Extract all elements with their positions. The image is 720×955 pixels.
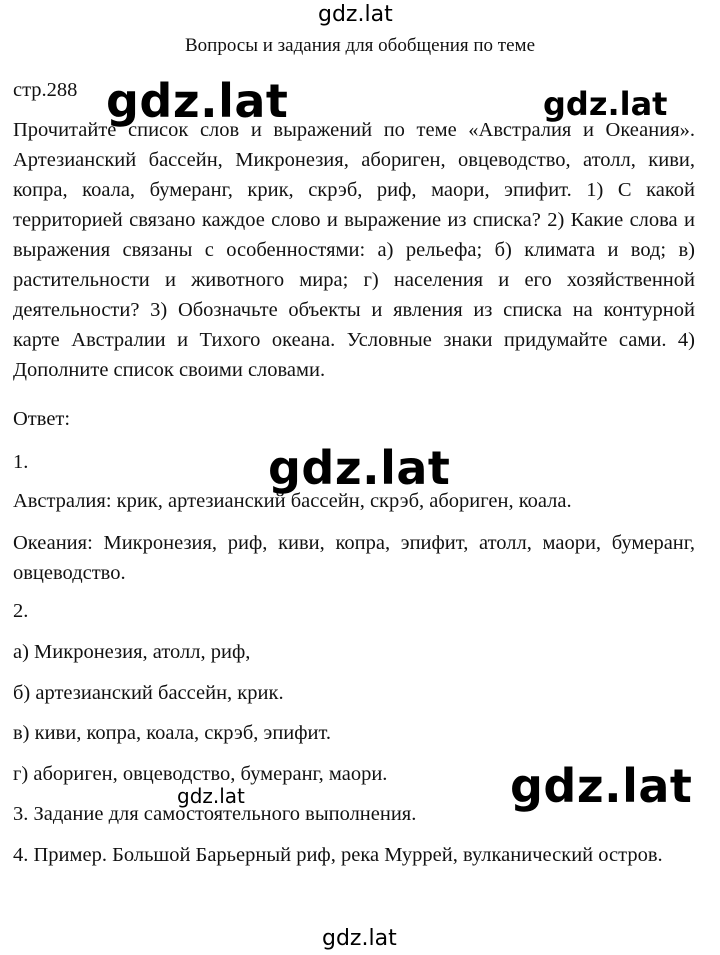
answer-oceania: Океания: Микронезия, риф, киви, копра, эпифит, атолл, маори, бумеранг, овцеводство. — [13, 532, 695, 584]
answer-item-1-number: 1. — [13, 451, 29, 473]
answer-item-2-number: 2. — [13, 600, 29, 622]
watermark-small-inline: gdz.lat — [177, 784, 245, 808]
watermark-bottom: gdz.lat — [322, 926, 397, 951]
watermark-large-left: gdz.lat — [106, 74, 289, 128]
watermark-large-center: gdz.lat — [268, 441, 451, 495]
page-reference: стр.288 — [13, 79, 78, 101]
answer-australia: Австралия: крик, артезианский бассейн, скрэб, абориген, коала. — [13, 490, 572, 512]
answer-label: Ответ: — [13, 408, 71, 430]
page-subtitle: Вопросы и задания для обобщения по теме — [184, 35, 535, 56]
watermark-large-right: gdz.lat — [543, 85, 668, 123]
task-text: Прочитайте список слов и выражений по теме «Австралия и Океания». Артезианский бассейн, Микронезия, абориген, овцеводство, атолл, киви, копра, коала, бумеранг, крик, скрэб, риф, маори, эпифит. 1) С какой территорией связано каждое слово и выражение из списка? 2) Какие слова и выражения связаны с особенностями: а) рельефа; б) климата и вод; в) растительности и животного мира; г) населения и его хозяйственной деятельности? 3) Обозначьте объекты и явления из списка на контурной карте Австралии и Тихого океана. Условные знаки придумайте сами. 4) Дополните список своими словами. — [13, 119, 695, 381]
answer-item-2b: б) артезианский бассейн, крик. — [13, 682, 284, 704]
answer-item-2g: г) абориген, овцеводство, бумеранг, маори. — [13, 763, 388, 785]
answer-item-2v: в) киви, копра, коала, скрэб, эпифит. — [13, 722, 332, 744]
watermark-large-bottom-right: gdz.lat — [510, 759, 693, 813]
answer-item-4: 4. Пример. Большой Барьерный риф, река Муррей, вулканический остров. — [13, 844, 663, 866]
answer-item-2a: а) Микронезия, атолл, риф, — [13, 641, 251, 663]
answer-item-3: 3. Задание для самостоятельного выполнения. — [13, 803, 417, 825]
watermark-top: gdz.lat — [318, 2, 393, 27]
